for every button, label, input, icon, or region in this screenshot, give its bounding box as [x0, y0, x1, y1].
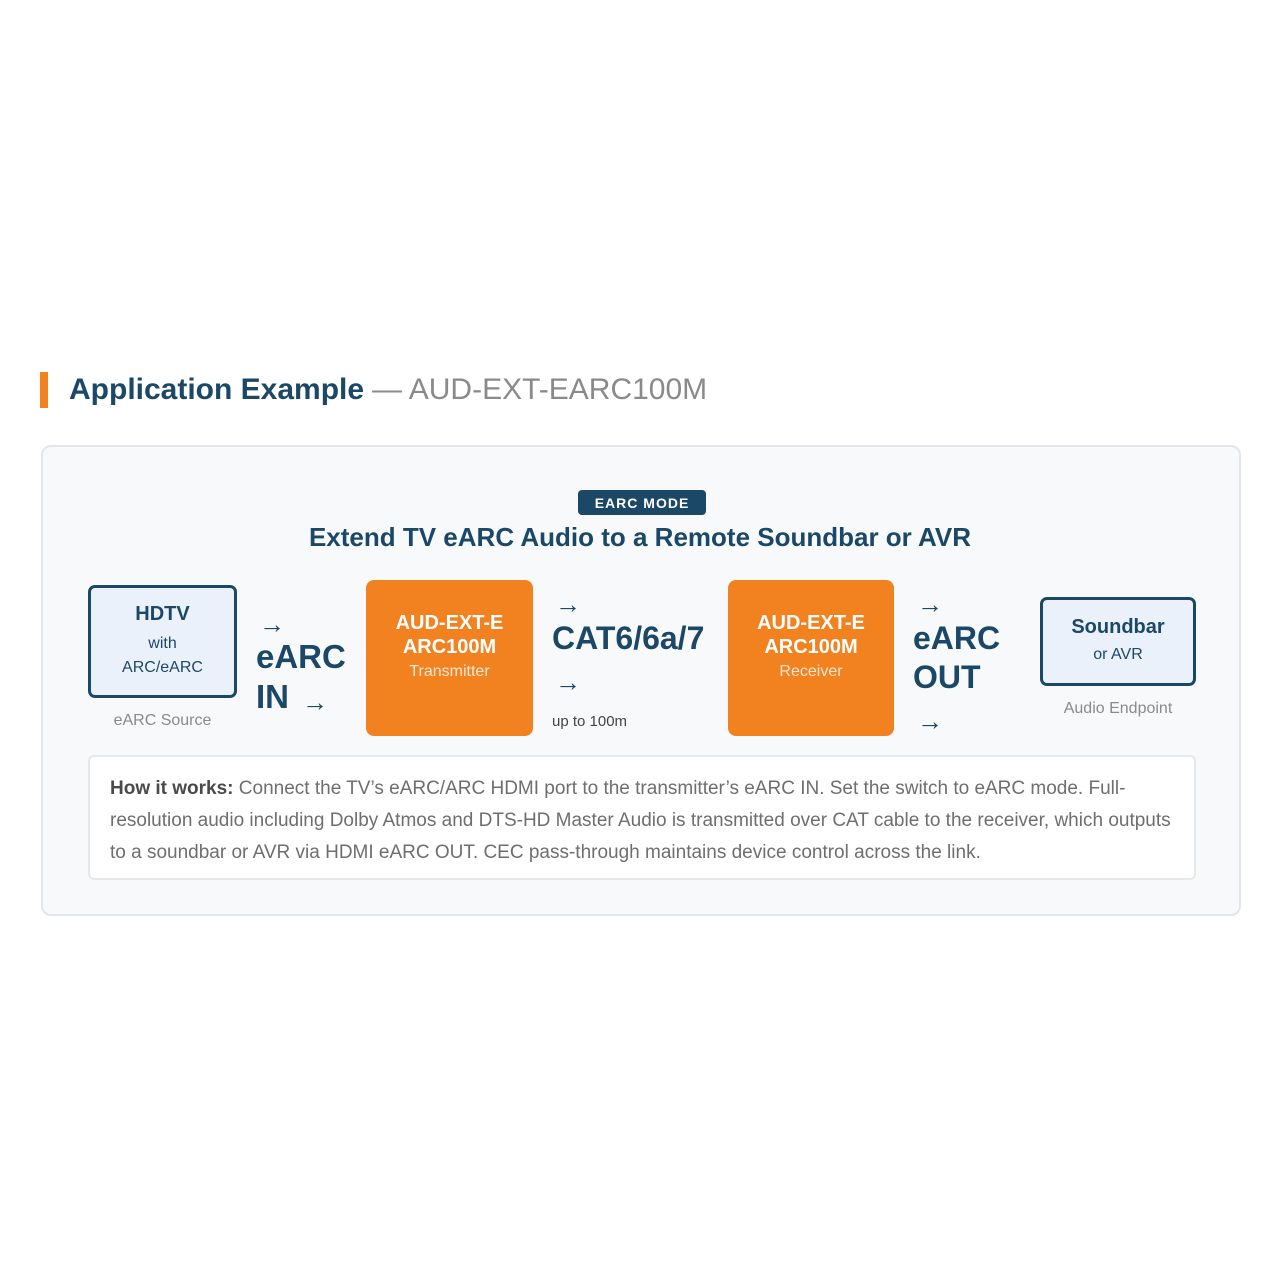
- soundbar-endpoint-box: [1040, 597, 1196, 686]
- cable-label: CAT6/6a/7: [552, 620, 705, 656]
- source-name: HDTV: [135, 603, 190, 625]
- how-it-works-text: Connect the TV’s eARC/ARC HDMI port to the transmitter’s eARC IN. Set the switch to eARC mode. Full-resolution audio including Dolby Atmos and DTS-HD Master Audio is transmitted over CAT cable to the receiver, which outputs to a soundbar or AVR via HDMI eARC OUT. CEC pass-through maintains device control across the link.: [110, 778, 1171, 863]
- source-caption: eARC Source: [113, 712, 212, 729]
- arrow-icon: →: [917, 706, 943, 736]
- cable-caption: up to 100m: [552, 713, 628, 730]
- arrow-icon: →: [555, 589, 581, 619]
- section-title: Application Example: [69, 373, 365, 406]
- mode-badge: EARC MODE: [578, 490, 706, 515]
- arrow-icon: →: [259, 609, 285, 639]
- source-line1: with: [148, 635, 177, 652]
- endpoint-line1: or AVR: [1093, 646, 1143, 663]
- arrow-icon: →: [302, 687, 328, 717]
- section-header: [40, 372, 707, 408]
- endpoint-caption: Audio Endpoint: [1063, 700, 1173, 717]
- accent-bar: [40, 372, 48, 408]
- transmitter-role: Transmitter: [409, 663, 490, 680]
- how-it-works-note: [88, 755, 1196, 880]
- how-it-works-lead: How it works:: [110, 778, 234, 799]
- earc-in-label-1: eARC: [256, 638, 346, 675]
- transmitter-box: [366, 580, 533, 736]
- diagram-title: Extend TV eARC Audio to a Remote Soundbar or AVR: [308, 522, 972, 552]
- earc-in-label-2: IN: [256, 678, 289, 715]
- transmitter-model: AUD-EXT-EARC100M: [395, 612, 504, 658]
- receiver-model: AUD-EXT-EARC100M: [757, 612, 865, 658]
- section-subtitle: — AUD-EXT-EARC100M: [372, 373, 708, 406]
- earc-out-label-2: OUT: [913, 659, 981, 695]
- hdtv-source-box: [88, 585, 237, 698]
- receiver-box: [728, 580, 894, 736]
- source-line2: ARC/eARC: [122, 659, 203, 676]
- arrow-icon: →: [917, 589, 943, 619]
- arrow-icon: →: [555, 667, 581, 697]
- receiver-role: Receiver: [779, 663, 843, 680]
- endpoint-name: Soundbar: [1071, 616, 1165, 638]
- earc-out-label-1: eARC: [913, 620, 1001, 656]
